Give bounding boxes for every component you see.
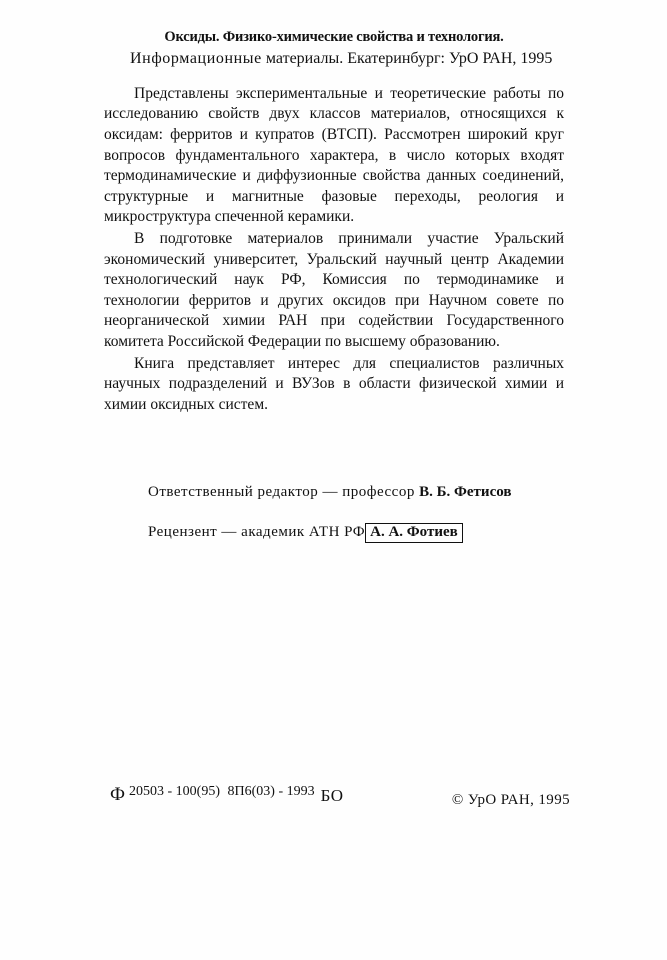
imprint-lead: Информационные [130, 50, 262, 68]
code-numerator: 20503 - 100(95) [129, 784, 221, 800]
reviewer-name-box: А. А. Фотиев [365, 523, 463, 543]
abstract-paragraph-2: В подготовке материалов принимали участие Уральский экономический университет, Уральский научный центр Академии технологический наук РФ, Комиссия по термодинамике и технологии ферритов и других оксидов при Научном совете по неорганической химии РАН при содействии Государственного комитета Российской Федерации по высшему образованию. [104, 229, 564, 351]
credits-block [148, 483, 568, 563]
copyright-line: © УрО РАН, 1995 [451, 792, 570, 808]
imprint-rest: материалы. Екатеринбург: УрО РАН, 1995 [261, 50, 553, 68]
front-matter-block [104, 28, 564, 416]
code-suffix: БО [320, 785, 344, 805]
code-fraction [127, 784, 317, 800]
editor-line [148, 483, 568, 503]
code-prefix: Ф [110, 784, 126, 805]
publisher-code [110, 778, 344, 806]
reviewer-label: Рецензент — академик АТН РФ [148, 523, 366, 540]
editor-label: Ответственный редактор — профессор [148, 484, 415, 500]
code-denominator: 8П6(03) - 1993 [227, 784, 315, 800]
imprint-line [104, 48, 564, 70]
reviewer-line [148, 523, 568, 543]
editor-name: В. Б. Фетисов [419, 484, 512, 500]
page-title: Оксиды. Физико-химические свойства и технология. [164, 29, 504, 45]
abstract-paragraph-3: Книга представляет интерес для специалистов различных научных подразделений и ВУЗов в области физической химии и химии оксидных систем. [104, 354, 564, 413]
abstract-paragraph-1: Представлены экспериментальные и теоретические работы по исследованию свойств двух классов материалов, относящихся к оксидам: ферритов и купратов (ВТСП). Рассмотрен широкий круг вопросов фундаментального характера, в число которых входят термодинамические и диффузионные свойства данных соединений, структурные и магнитные фазовые переходы, реология и микроструктура спеченной керамики. [104, 84, 564, 226]
